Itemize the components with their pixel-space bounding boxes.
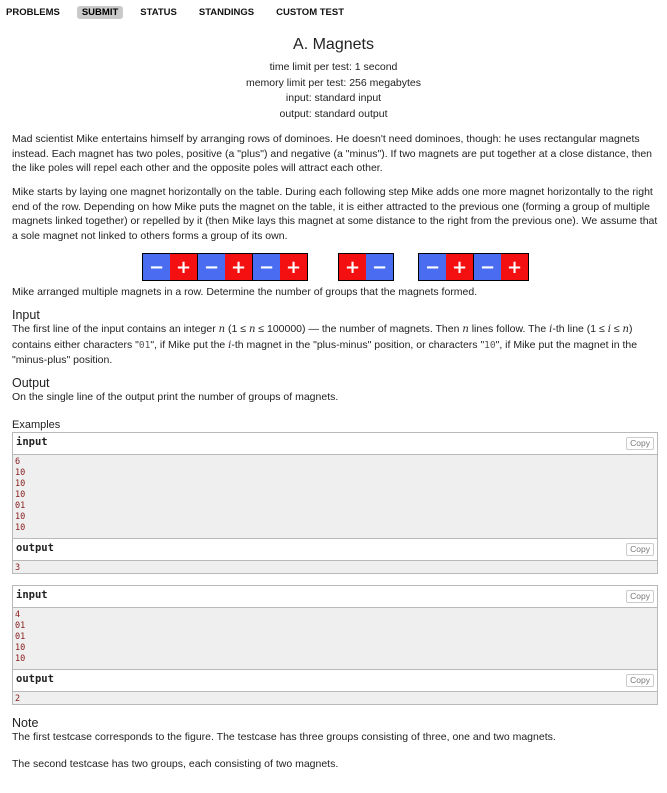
- input-spec: input: standard input: [285, 92, 382, 104]
- input-line: 01: [15, 621, 26, 631]
- minus-pole: −: [253, 254, 280, 280]
- minus-pole: −: [198, 254, 225, 280]
- math-n: n: [248, 324, 256, 335]
- input-label: input: [16, 436, 48, 448]
- example-output-header: [13, 538, 657, 561]
- minus-pole: −: [474, 254, 501, 280]
- statement-paragraph-2: Mike starts by laying one magnet horizontally on the table. During each following step Mike adds one more magnet horizontally to the right end of the row. Depending on how Mike puts the magnet on the table, it is either attracted to the previous one (forming a group of multiple magnets linked together) or repelled by it (then Mike lays this magnet at some distance to the right from the previous one). We assume that a sole magnet not linked to others forms a group of its own.: [12, 186, 658, 242]
- text: The first line of the input contains an integer: [12, 323, 219, 335]
- example-1: [12, 432, 658, 574]
- copy-button[interactable]: Copy: [626, 590, 654, 603]
- plus-pole: +: [339, 254, 366, 280]
- statement-2: [12, 185, 658, 243]
- time-limit: time limit per test: 1 second: [269, 61, 398, 73]
- input-line: 01: [15, 632, 26, 642]
- example-output-header: [13, 669, 657, 692]
- memory-limit: memory limit per test: 256 megabytes: [245, 76, 422, 89]
- math-i: i: [228, 339, 232, 351]
- input-line: 10: [15, 479, 26, 489]
- problem-header: [0, 36, 667, 122]
- copy-button[interactable]: Copy: [626, 674, 654, 687]
- nav-submit[interactable]: SUBMIT: [77, 6, 123, 19]
- magnet-4: [338, 253, 394, 281]
- plus-pole: +: [170, 254, 197, 280]
- example-input-header: [13, 433, 657, 455]
- output-line: 2: [15, 694, 21, 704]
- input-line: 10: [15, 523, 26, 533]
- example-2: [12, 585, 658, 705]
- code-01: 01: [138, 339, 151, 351]
- text: ≤: [610, 323, 623, 335]
- caption-text: Mike arranged multiple magnets in a row. Determine the number of groups that the magnets formed.: [12, 286, 478, 298]
- note-section: [12, 716, 658, 745]
- text: ) contains either characters ": [12, 323, 633, 351]
- input-line: 10: [15, 490, 26, 500]
- input-line: 10: [15, 643, 26, 653]
- example-input-body: [13, 608, 657, 669]
- magnets-figure: [0, 253, 667, 283]
- input-section: [12, 308, 658, 368]
- example-output-body: [13, 692, 657, 707]
- input-label: input: [16, 589, 48, 601]
- output-line: 3: [15, 563, 21, 573]
- magnet-6: [473, 253, 529, 281]
- input-line: 10: [15, 654, 26, 664]
- note-paragraph-2: The second testcase has two groups, each consisting of two magnets.: [12, 758, 339, 770]
- magnet-2: [197, 253, 253, 281]
- magnet-1: [142, 253, 198, 281]
- plus-pole: +: [280, 254, 307, 280]
- text: (1 ≤: [225, 323, 249, 335]
- math-i: i: [607, 324, 611, 335]
- minus-pole: −: [366, 254, 393, 280]
- text: ", if Mike put the: [150, 338, 229, 351]
- output-heading: Output: [12, 376, 50, 390]
- nav-custom-test[interactable]: CUSTOM TEST: [276, 6, 345, 18]
- text: — the number of magnets. Then: [305, 323, 463, 335]
- minus-pole: −: [143, 254, 170, 280]
- text: ≤ 100000): [255, 323, 306, 335]
- problem-title: A. Magnets: [293, 36, 374, 53]
- magnet-5: [418, 253, 474, 281]
- input-line: 10: [15, 512, 26, 522]
- input-line: 10: [15, 468, 26, 478]
- example-input-body: [13, 455, 657, 538]
- input-line: 6: [15, 457, 21, 467]
- plus-pole: +: [501, 254, 528, 280]
- text: lines follow. The: [468, 323, 550, 335]
- input-line: 4: [15, 610, 21, 620]
- plus-pole: +: [225, 254, 252, 280]
- plus-pole: +: [446, 254, 473, 280]
- note-heading: Note: [12, 716, 39, 730]
- copy-button[interactable]: Copy: [626, 543, 654, 556]
- output-section: [12, 376, 658, 405]
- text: ", if Mike put the magnet in the "minus-plus" position.: [12, 338, 638, 366]
- input-description: [12, 322, 658, 368]
- minus-pole: −: [419, 254, 446, 280]
- math-n: n: [622, 324, 629, 335]
- nav-problems[interactable]: PROBLEMS: [6, 6, 60, 18]
- output-label: output: [16, 542, 54, 554]
- input-line: 01: [15, 501, 26, 511]
- example-output-body: [13, 561, 657, 576]
- math-n: n: [462, 324, 469, 335]
- text: -th magnet in the "plus-minus" position, or characters ": [231, 338, 485, 351]
- magnet-3: [252, 253, 308, 281]
- nav-status[interactable]: STATUS: [140, 6, 177, 18]
- figure-caption: [12, 285, 658, 300]
- note-section-2: [12, 757, 658, 772]
- code-10: 10: [484, 339, 496, 351]
- nav-standings[interactable]: STANDINGS: [198, 6, 255, 18]
- math-n: n: [218, 324, 226, 335]
- copy-button[interactable]: Copy: [626, 437, 654, 450]
- output-spec: output: standard output: [279, 107, 388, 120]
- example-input-header: [13, 586, 657, 608]
- note-paragraph-1: The first testcase corresponds to the figure. The testcase has three groups consisting of three, one and two magnets.: [12, 731, 556, 743]
- statement-paragraph-1: Mad scientist Mike entertains himself by arranging rows of dominoes. He doesn't need dominoes, though: he uses rectangular magnets instead. Each magnet has two poles, positive (a "plus") and negative (a "minus"). If two magnets are put together at a close distance, then the like poles will repel each other and the opposite poles will attract each other.: [12, 133, 653, 174]
- top-nav: [4, 4, 361, 20]
- examples-heading-wrap: [12, 418, 658, 433]
- output-description: On the single line of the output print the number of groups of magnets.: [12, 391, 339, 403]
- output-label: output: [16, 673, 54, 685]
- text: -th line (1 ≤: [552, 323, 608, 335]
- math-i: i: [549, 324, 553, 335]
- input-heading: Input: [12, 308, 40, 322]
- examples-heading: Examples: [12, 419, 61, 431]
- statement: [12, 132, 658, 176]
